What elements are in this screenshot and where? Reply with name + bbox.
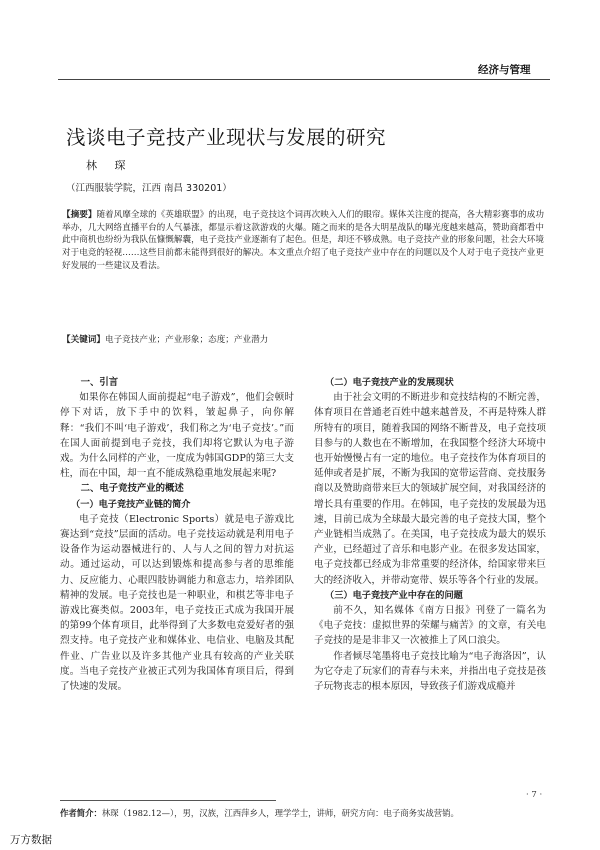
abstract-tag: 【摘要】: [62, 210, 97, 220]
section-header: 经济与管理: [478, 64, 531, 76]
paragraph-development-status: 由于社会文明的不断进步和竞技结构的不断完善，体育项目在普通老百姓中越来越普及，不再是特殊人群所特有的项目，随着我国的网络不断普及，电子竞技项目参与的人数也在不断增加，在我国整个经济大环境中也开始慢慢占有一定的地位。电子竞技作为体育项目的延伸或者是扩展，不断为我国的宽带运营商、竞技服务商以及赞助商带来巨大的领域扩展空间，对我国经济的增长具有重要的作用。在韩国，电子竞技的发展最为迅速，目前已成为全球最大最完善的电子竞技大国，整个产业链相当成熟了。在美国，电子竞技成为最大的娱乐产业，已经超过了音乐和电影产业。在很多发达国家，电子竞技都已经成为非常重要的经济体，给国家带来巨大的经济收入，并带动宽带、娱乐等各个行业的发展。: [314, 392, 546, 586]
heading-development-status: （二）电子竞技产业的发展现状: [325, 377, 454, 388]
footnote-tag: 作者简介：: [60, 808, 102, 818]
paragraph-industry-chain: 电子竞技（Electronic Sports）就是电子游戏比赛达到“竞技”层面的活动。电子竞技运动就是利用电子设备作为运动器械进行的、人与人之间的智力对抗运动。通过运动，可以达到锻炼和提高参与者的思维能力、反应能力、心眼四肢协调能力和意志力，培养团队精神的发展。电子竞技也是一种职业，和棋艺等非电子游戏比赛类似。2003年，电子竞技正式成为我国开展的第99个体育项目，此举得到了大多数电竞爱好者的强烈支持。电子竞技产业和媒体业、电信业、电脑及其配件业、广告业以及许多其他产业具有较高的产业关联度。当电子竞技产业被正式列为我国体育项目后，得到了快速的发展。: [60, 513, 294, 693]
right-column: [314, 375, 546, 694]
footnote-divider: [60, 800, 276, 801]
author-name: 林 琛: [86, 159, 133, 172]
article-title: 浅谈电子竞技产业现状与发展的研究: [66, 126, 387, 149]
page-number: · 7 ·: [526, 790, 543, 800]
paragraph-problems-1: 前不久，知名媒体《南方日报》刊登了一篇名为《电子竞技：虚拟世界的荣耀与痛苦》的文章，有关电子竞技的是是非非又一次被推上了风口浪尖。: [314, 605, 546, 647]
watermark: 万方数据: [10, 834, 52, 846]
paragraph-problems-2: 作者倾尽笔墨将电子竞技比喻为“电子海洛因”，认为它夺走了玩家们的青春与未来，并指出电子竞技是孩子玩物丧志的根本原因，导致孩子们游戏成瘾并: [314, 650, 546, 693]
author-affiliation: （江西服装学院，江西 南昌 330201）: [66, 183, 232, 194]
keywords-text: 电子竞技产业；产业形象；态度；产业潜力: [104, 335, 269, 345]
keywords-tag: 【关键词】: [62, 335, 105, 345]
header-divider: [58, 79, 550, 80]
heading-overview: 二、电子竞技产业的概述: [80, 483, 184, 495]
heading-problems: （三）电子竞技产业中存在的问题: [325, 589, 463, 601]
keywords: [62, 334, 544, 347]
paragraph-introduction: 如果你在韩国人面前提起“电子游戏”，他们会顿时停下对话，放下手中的饮料，皱起鼻子，向你解释：“我们不叫‘电子游戏’，我们称之为‘电子竞技’。”而在国人面前提到电子竞技，我们却将它默认为电子游戏。为什么同样的产业，一度成为韩国GDP的第三大支柱，而在中国，却一直不能成熟稳重地发展起来呢?: [60, 392, 294, 480]
author-footnote: [60, 807, 550, 819]
abstract-text: 随着风靡全球的《英雄联盟》的出现，电子竞技这个词再次映入人们的眼帘。媒体关注度的提高，各大精彩赛事的成功举办，几大网络直播平台的人气暴涨，都显示着这款游戏的火爆。随之而来的是各大明星战队的曝光度越来越高，赞助商都看中此中商机也纷纷为我队伍慷慨解囊，电子竞技产业逐渐有了起色。但是，却还不够成熟。电子竞技产业的形象问题，社会大环境对于电竞的轻视……这些目前都未能得到很好的解决。本文重点介绍了电子竞技产业中存在的问题以及个人对于电子竞技产业更好发展的一些建议及看法。: [62, 210, 544, 271]
heading-industry-chain: （一）电子竞技产业链的简介: [71, 498, 191, 510]
left-column: [60, 375, 294, 694]
footnote-text: 林琛（1982.12—），男，汉族，江西萍乡人，理学学士，讲师，研究方向：电子商务实战营销。: [101, 808, 459, 818]
heading-introduction: 一、引言: [80, 377, 119, 388]
abstract: [62, 209, 544, 273]
